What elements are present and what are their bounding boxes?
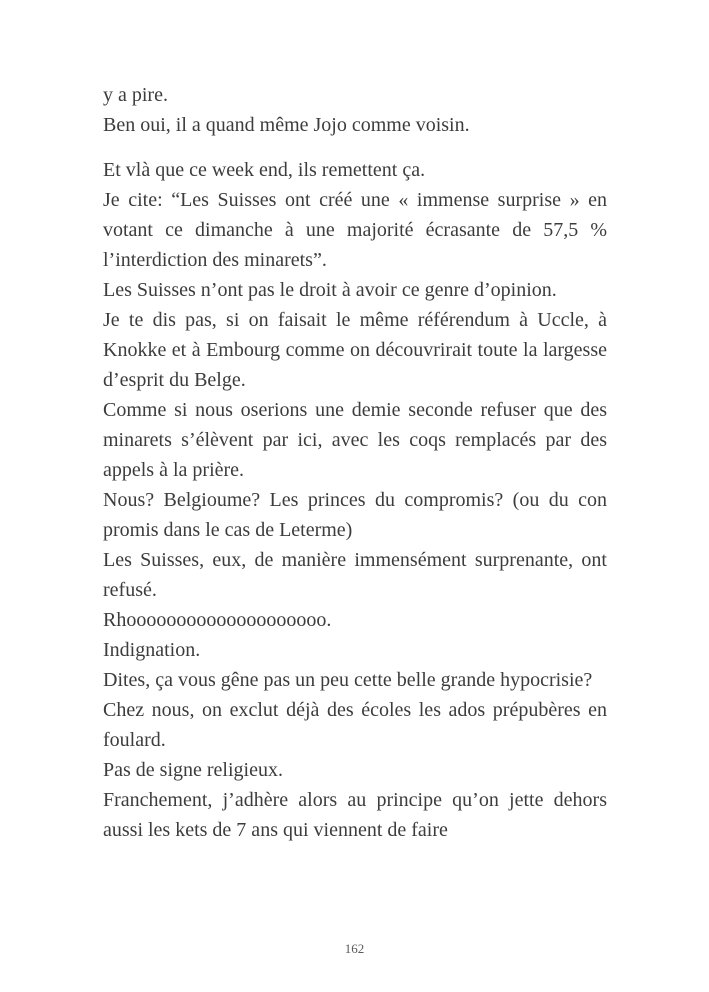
paragraph: Ben oui, il a quand même Jojo comme voisin.: [103, 114, 470, 136]
paragraph: Dites, ça vous gêne pas un peu cette belle grande hypocrisie?: [103, 669, 593, 691]
paragraph: Je te dis pas, si on faisait le même référendum à Uccle, à Knokke et à Embourg comme on découvrirait toute la largesse d’esprit du Belge.: [103, 309, 607, 391]
paragraph: y a pire.: [103, 84, 168, 106]
paragraph: Pas de signe religieux.: [103, 759, 283, 781]
paragraph: Nous? Belgioume? Les princes du compromis? (ou du con promis dans le cas de Leterme): [103, 489, 607, 541]
paragraph: Les Suisses n’ont pas le droit à avoir ce genre d’opinion.: [103, 279, 557, 301]
paragraph: Je cite: “Les Suisses ont créé une « immense surprise » en votant ce dimanche à une majorité écrasante de 57,5 % l’interdiction des minarets”.: [103, 189, 607, 271]
page-number: 162: [344, 941, 365, 956]
paragraph: Les Suisses, eux, de manière immensément surprenante, ont refusé.: [103, 549, 607, 601]
paragraph: Et vlà que ce week end, ils remettent ça.: [103, 159, 426, 181]
page-text-block: [103, 80, 607, 845]
paragraph: Comme si nous oserions une demie seconde refuser que des minarets s’élèvent par ici, avec les coqs remplacés par des appels à la prière.: [103, 399, 607, 481]
paragraph: Indignation.: [103, 639, 201, 661]
paragraph: Chez nous, on exclut déjà des écoles les ados prépubères en foulard.: [103, 699, 607, 751]
paragraph: Rhoooooooooooooooooooo.: [103, 609, 332, 631]
paragraph: Franchement, j’adhère alors au principe qu’on jette dehors aussi les kets de 7 ans qui viennent de faire: [103, 789, 607, 841]
